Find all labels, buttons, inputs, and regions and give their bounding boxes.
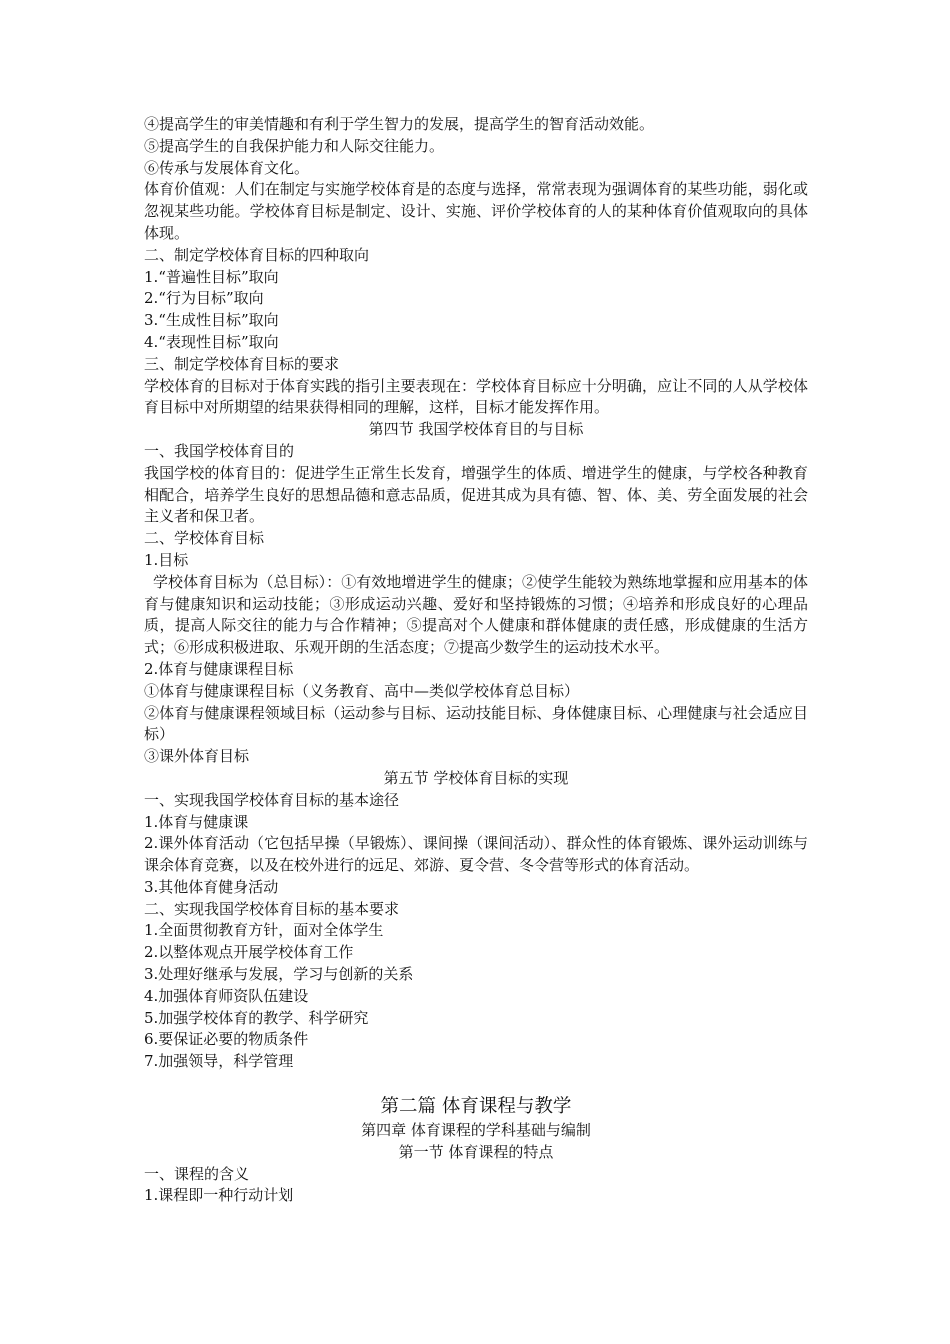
list-item-route-1: 1.体育与健康课 [144,812,249,831]
list-item-orientation-4: 4.“表现性目标”取向 [144,332,279,351]
list-item-curriculum-goal-2: ②体育与健康课程领域目标（运动参与目标、运动技能目标、身体健康目标、心理健康与社会适应目标） [144,703,808,744]
list-item-curriculum-goal-1: ①体育与健康课程目标（义务教育、高中—类似学校体育总目标） [144,681,580,700]
list-item-curriculum-goal-3: ③课外体育目标 [144,747,250,766]
section-title-5: 第五节 学校体育目标的实现 [383,768,569,787]
paragraph-overall-goals: 学校体育目标为（总目标）：①有效地增进学生的健康；②使学生能较为熟练地掌握和应用基本的体育与健康知识和运动技能；③形成运动兴趣、爱好和坚持锻炼的习惯；④培养和形成良好的心理品质，提高人际交往的能力与合作精神；⑤提高对个人健康和群体健康的责任感，形成健康的生活方式；⑥形成积极进取、乐观开朗的生活态度；⑦提高少数学生的运动技术水平。 [144,572,808,657]
subheading-curriculum-goals: 2.体育与健康课程目标 [144,659,294,678]
list-item-requirement-2: 2.以整体观点开展学校体育工作 [144,943,354,962]
list-item-goal-4: ④提高学生的审美情趣和有利于学生智力的发展，提高学生的智育活动效能。 [144,115,655,133]
list-item-requirement-6: 6.要保证必要的物质条件 [144,1030,309,1049]
section-heading-basic-routes: 一、实现我国学校体育目标的基本途径 [144,790,400,809]
list-item-requirement-3: 3.处理好继承与发展，学习与创新的关系 [144,965,414,984]
section-heading-requirements: 三、制定学校体育目标的要求 [144,354,340,373]
list-item-goal-6: ⑥传承与发展体育文化。 [144,158,310,177]
paragraph-purpose: 我国学校的体育目的：促进学生正常生长发育，增强学生的体质、增进学生的健康，与学校各种教育相配合，培养学生良好的思想品德和意志品质，促进其成为具有德、智、体、美、劳全面发展的社会主义者和保卫者。 [144,463,808,526]
section-title-1: 第一节 体育课程的特点 [398,1142,554,1161]
document-body [144,114,808,1207]
list-item-curriculum-meaning-1: 1.课程即一种行动计划 [144,1186,294,1205]
list-item-requirement-7: 7.加强领导，科学管理 [144,1052,294,1071]
part-title: 第二篇 体育课程与教学 [380,1096,572,1118]
list-item-orientation-3: 3.“生成性目标”取向 [144,311,279,330]
section-heading-basic-requirements: 二、实现我国学校体育目标的基本要求 [144,899,400,918]
list-item-orientation-1: 1.“普遍性目标”取向 [144,267,279,286]
section-heading-curriculum-meaning: 一、课程的含义 [144,1164,250,1183]
list-item-orientation-2: 2.“行为目标”取向 [144,289,264,308]
list-item-goal-5: ⑤提高学生的自我保护能力和人际交往能力。 [144,136,445,155]
section-heading-purpose: 一、我国学校体育目的 [144,441,295,460]
paragraph-sports-values: 体育价值观：人们在制定与实施学校体育是的态度与选择，常常表现为强调体育的某些功能，弱化或忽视某些功能。学校体育目标是制定、设计、实施、评价学校体育的人的某种体育价值观取向的具体体现。 [144,180,808,242]
list-item-requirement-5: 5.加强学校体育的教学、科学研究 [144,1008,369,1027]
chapter-title: 第四章 体育课程的学科基础与编制 [361,1121,591,1140]
list-item-requirement-4: 4.加强体育师资队伍建设 [144,986,309,1005]
list-item-requirement-1: 1.全面贯彻教育方针，面对全体学生 [144,921,384,940]
section-heading-four-orientations: 二、制定学校体育目标的四种取向 [144,245,370,264]
list-item-route-3: 3.其他体育健身活动 [144,877,279,896]
subheading-goals: 1.目标 [144,550,189,569]
section-title-4: 第四节 我国学校体育目的与目标 [368,420,584,439]
list-item-route-2: 2.课外体育活动（它包括早操（早锻炼）、课间操（课间活动）、群众性的体育锻炼、课外运动训练与课余体育竞赛，以及在校外进行的远足、郊游、夏令营、冬令营等形式的体育活动。 [144,834,808,875]
section-heading-school-goals: 二、学校体育目标 [144,529,265,548]
spacer [144,1073,808,1093]
paragraph-requirements: 学校体育的目标对于体育实践的指引主要表现在：学校体育目标应十分明确，应让不同的人从学校体育目标中对所期望的结果获得相同的理解，这样，目标才能发挥作用。 [144,376,808,417]
